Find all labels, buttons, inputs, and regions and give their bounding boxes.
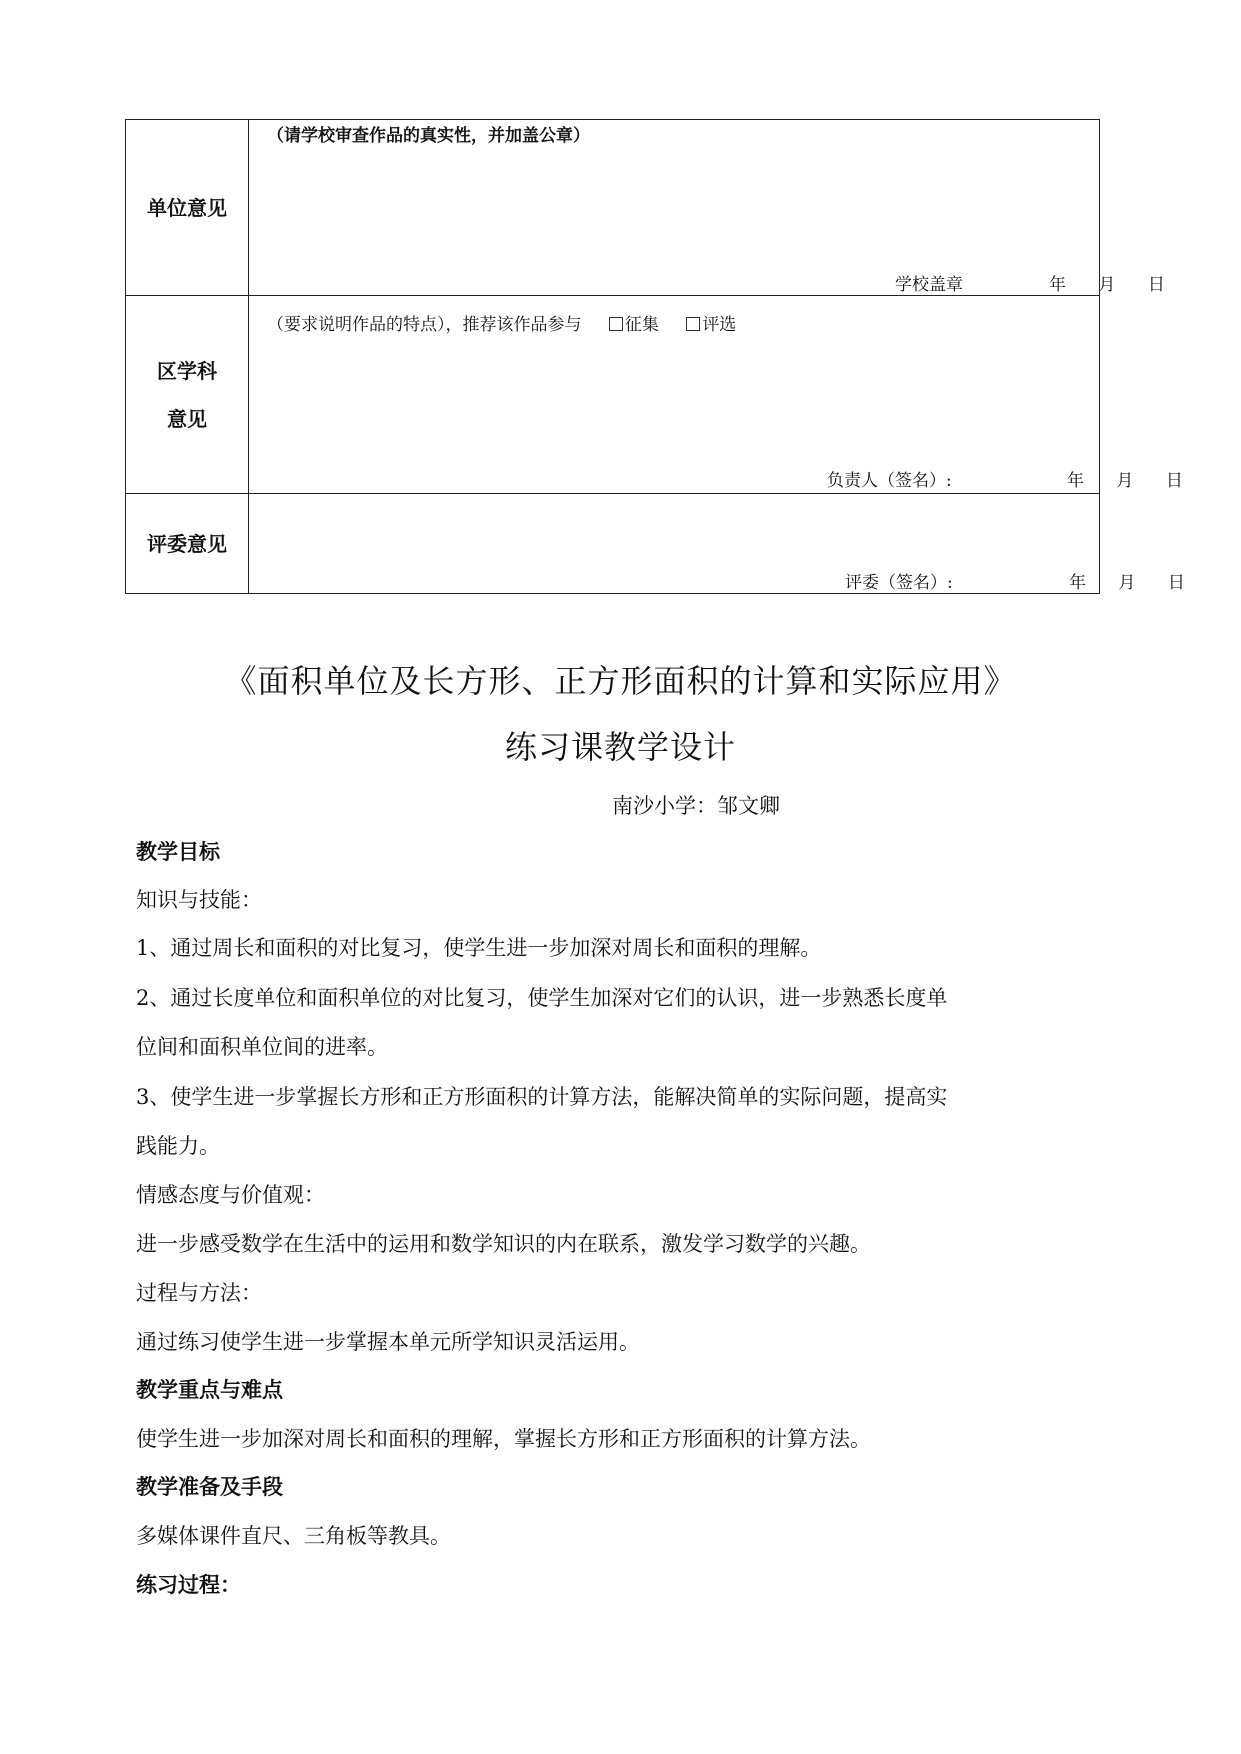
school-date: 年 月 日 (1049, 275, 1165, 295)
document-title: 《面积单位及长方形、正方形面积的计算和实际应用》 (224, 662, 1017, 700)
district-date: 年 月 日 (1067, 471, 1183, 491)
district-opinion-label (126, 296, 249, 494)
knowledge-skills-label: 知识与技能： (136, 888, 262, 912)
preparation-text: 多媒体课件直尺、三角板等教具。 (136, 1524, 451, 1548)
table-row-judge-opinion (126, 494, 1100, 594)
judge-date: 年 月 日 (1069, 573, 1185, 593)
process-method-text: 通过练习使学生进一步掌握本单元所学知识灵活运用。 (136, 1330, 640, 1354)
option-select-label: 评选 (702, 315, 737, 335)
emotion-label: 情感态度与价值观： (136, 1183, 325, 1207)
option-select[interactable] (686, 315, 736, 335)
collect-checkbox[interactable] (609, 317, 623, 331)
option-collect[interactable] (609, 315, 659, 335)
process-method-label: 过程与方法： (136, 1281, 262, 1305)
district-opinion-note (267, 310, 736, 335)
document-subtitle: 练习课教学设计 (504, 728, 736, 766)
select-checkbox[interactable] (686, 317, 700, 331)
school-opinion-label: 单位意见 (126, 120, 249, 296)
heading-key-difficult: 教学重点与难点 (136, 1378, 283, 1402)
heading-preparation: 教学准备及手段 (136, 1475, 283, 1499)
emotion-text: 进一步感受数学在生活中的运用和数学知识的内在联系，激发学习数学的兴趣。 (136, 1232, 871, 1256)
district-sign-label: 负责人（签名）: (827, 471, 952, 491)
school-opinion-note: （请学校审查作品的真实性，并加盖公章） (267, 126, 590, 146)
review-opinion-table (125, 119, 1185, 594)
key-difficult-text: 使学生进一步加深对周长和面积的理解，掌握长方形和正方形面积的计算方法。 (136, 1427, 871, 1451)
document-author: 南沙小学：邹文卿 (612, 794, 780, 818)
heading-practice-process: 练习过程： (136, 1573, 241, 1597)
judge-opinion-cell (249, 494, 1185, 594)
table-row-school-opinion (126, 120, 1100, 296)
judge-sign-label: 评委（签名）: (845, 573, 953, 593)
school-seal-label: 学校盖章 (895, 275, 963, 295)
judge-opinion-label: 评委意见 (126, 494, 249, 594)
heading-teaching-goals: 教学目标 (136, 840, 220, 864)
goal-3-line2: 践能力。 (136, 1134, 220, 1158)
district-opinion-note-text: （要求说明作品的特点），推荐该作品参与 (267, 315, 582, 335)
goal-1: 1、通过周长和面积的对比复习，使学生进一步加深对周长和面积的理解。 (136, 936, 822, 960)
district-opinion-label-line1: 区学科 (157, 358, 217, 383)
goal-2-line1: 2、通过长度单位和面积单位的对比复习，使学生加深对它们的认识，进一步熟悉长度单 (136, 986, 948, 1010)
goal-2-line2: 位间和面积单位间的进率。 (136, 1035, 388, 1059)
district-opinion-label-line2: 意见 (167, 406, 207, 431)
school-opinion-cell (249, 120, 1165, 296)
table-row-district-opinion (126, 296, 1100, 494)
district-opinion-cell (249, 296, 1183, 494)
option-collect-label: 征集 (624, 315, 659, 335)
goal-3-line1: 3、使学生进一步掌握长方形和正方形面积的计算方法，能解决简单的实际问题，提高实 (136, 1085, 948, 1109)
